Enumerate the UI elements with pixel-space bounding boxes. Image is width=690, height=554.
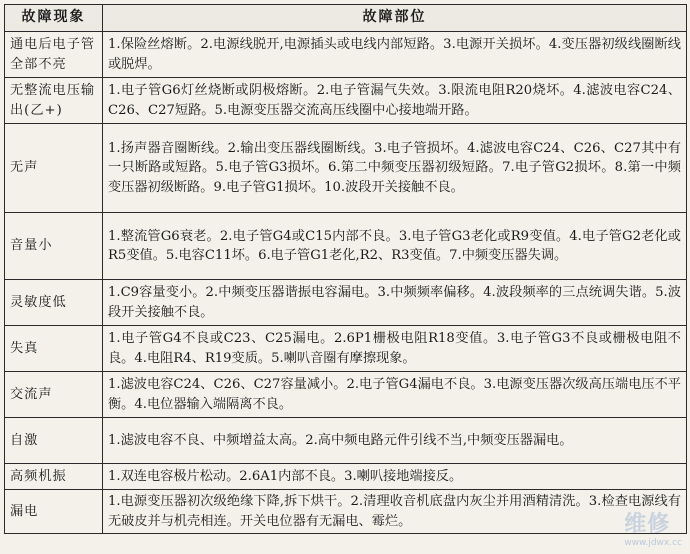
location-cell: 1.保险丝熔断。2.电源线脱开,电源插头或电线内部短路。3.电源开关损坏。4.变压器初级线圈断线或脱焊。 [103, 32, 687, 78]
table-row [5, 418, 687, 464]
table-row [5, 78, 687, 124]
table-row [5, 490, 687, 534]
symptom-cell: 自激 [5, 418, 103, 464]
watermark-url: www.jdwx.cc [624, 538, 682, 548]
location-cell: 1.电源变压器初次级绝缘下降,拆下烘干。2.清理收音机底盘内灰尘并用酒精清洗。3.检查电源线有无破皮并与机壳相连。开关电位器有无漏电、霉烂。 [103, 490, 687, 534]
table-row [5, 213, 687, 280]
location-cell: 1.双连电容极片松动。2.6A1内部不良。3.喇叭接地端接反。 [103, 464, 687, 490]
symptom-cell: 无声 [5, 124, 103, 213]
table-row [5, 326, 687, 372]
symptom-cell: 通电后电子管全部不亮 [5, 32, 103, 78]
location-cell: 1.滤波电容不良、中频增益太高。2.高中频电路元件引线不当,中频变压器漏电。 [103, 418, 687, 464]
fault-table [4, 4, 687, 534]
location-cell: 1.滤波电容C24、C26、C27容量减小。2.电子管G4漏电不良。3.电源变压器次级高压端电压不平衡。4.电位器输入端隔离不良。 [103, 372, 687, 418]
table-row [5, 464, 687, 490]
watermark-main: 维修 [624, 512, 671, 537]
symptom-cell: 无整流电压输出(乙+) [5, 78, 103, 124]
header-symptom: 故障现象 [5, 5, 103, 32]
table-row [5, 32, 687, 78]
symptom-cell: 交流声 [5, 372, 103, 418]
watermark-logo [624, 507, 682, 548]
symptom-cell: 灵敏度低 [5, 280, 103, 326]
symptom-cell: 高频机振 [5, 464, 103, 490]
table-row [5, 280, 687, 326]
location-cell: 1.C9容量变小。2.中频变压器谐振电容漏电。3.中频频率偏移。4.波段频率的三点统调失谐。5.波段开关接触不良。 [103, 280, 687, 326]
symptom-cell: 失真 [5, 326, 103, 372]
location-cell: 1.电子管G6灯丝烧断或阴极熔断。2.电子管漏气失效。3.限流电阻R20烧坏。4.滤波电容C24、C26、C27短路。5.电源变压器交流高压线圈中心接地端开路。 [103, 78, 687, 124]
header-location: 故障部位 [103, 5, 687, 32]
table-row [5, 124, 687, 213]
location-cell: 1.扬声器音圈断线。2.输出变压器线圈断线。3.电子管损坏。4.滤波电容C24、C26、C27其中有一只断路或短路。5.电子管G3损坏。6.第二中频变压器初级短路。7.电子管G2损坏。8.第一中频变压器初级断路。9.电子管G1损坏。10.波段开关接触不良。 [103, 124, 687, 213]
symptom-cell: 音量小 [5, 213, 103, 280]
location-cell: 1.整流管G6衰老。2.电子管G4或C15内部不良。3.电子管G3老化或R9变值。4.电子管G2老化或R5变值。5.电容C11坏。6.电子管G1老化,R2、R3变值。7.中频变压器失调。 [103, 213, 687, 280]
table-header-row [5, 5, 687, 32]
location-cell: 1.电子管G4不良或C23、C25漏电。2.6P1栅极电阻R18变值。3.电子管G3不良或栅极电阻不良。4.电阻R4、R19变质。5.喇叭音圈有摩擦现象。 [103, 326, 687, 372]
symptom-cell: 漏电 [5, 490, 103, 534]
table-row [5, 372, 687, 418]
